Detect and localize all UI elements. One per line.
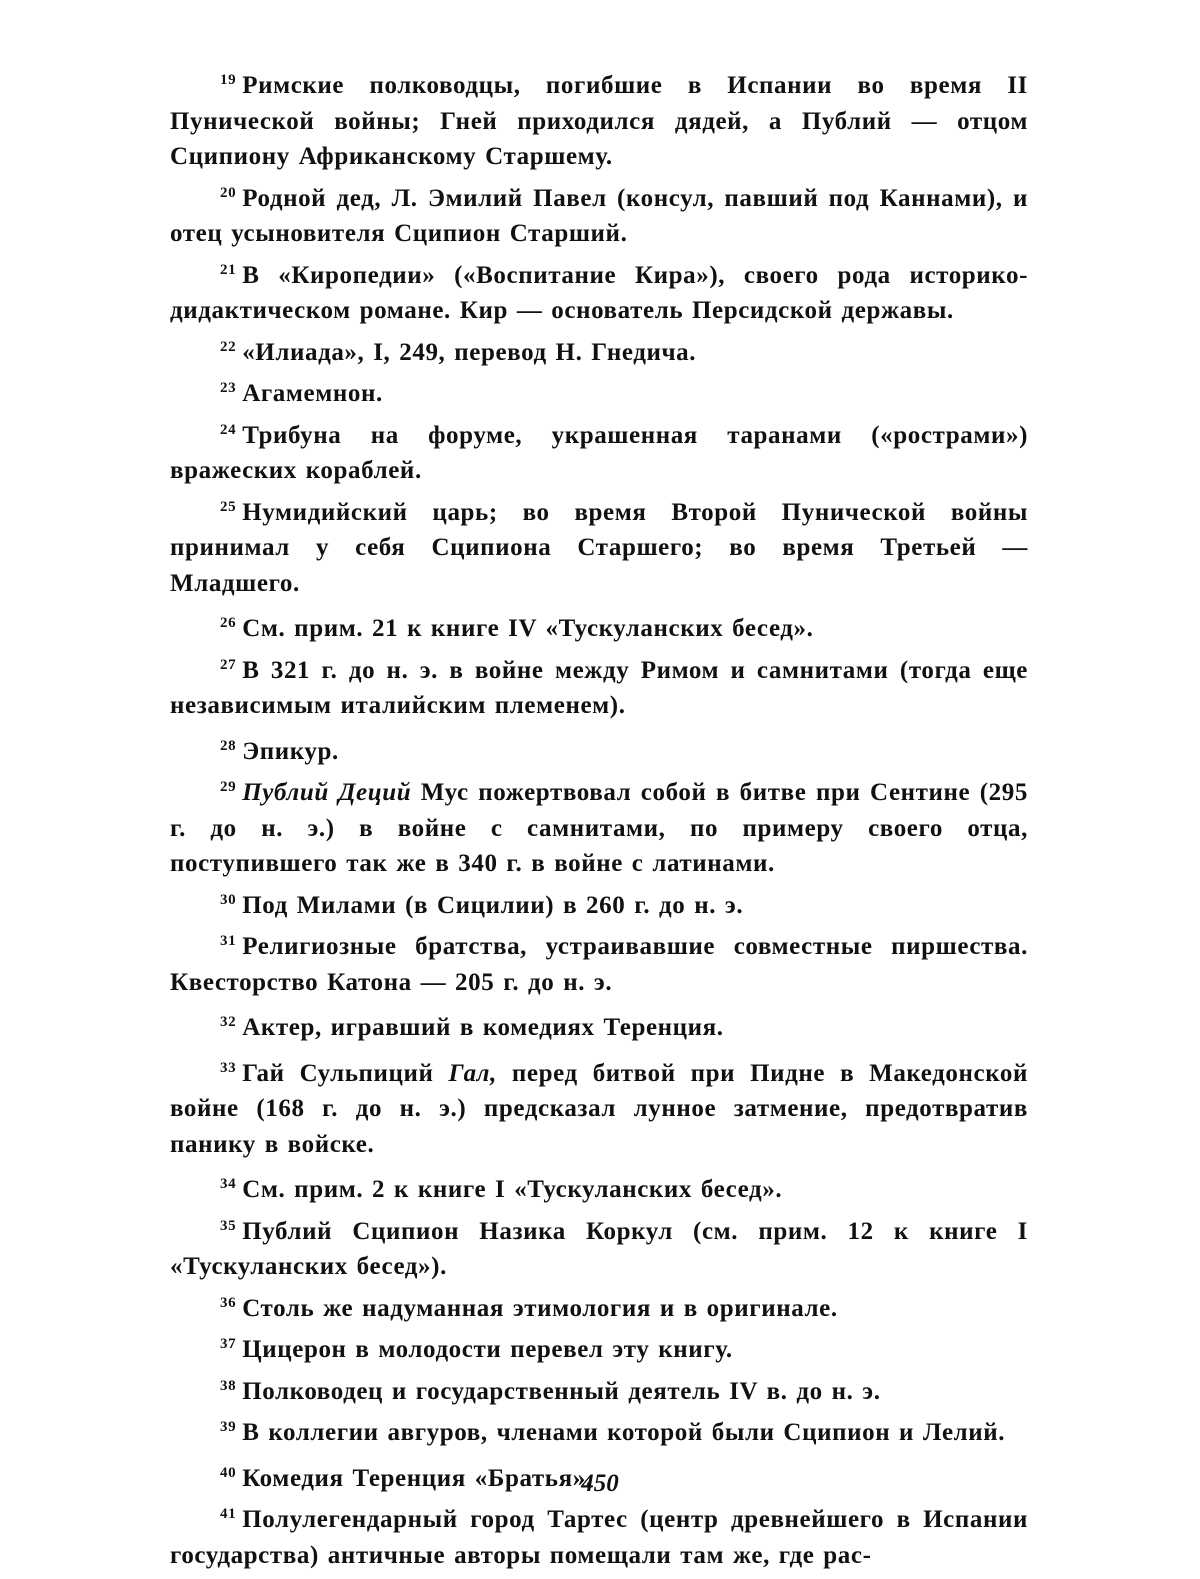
footnote-text: В коллегии авгуров, членами которой были Сципион и Лелий. bbox=[242, 1419, 1006, 1446]
footnote-31 bbox=[170, 929, 1028, 1000]
footnote-24 bbox=[170, 418, 1028, 489]
footnote-text: Мус пожертвовал собой в битве при Сентине (295 г. до н. э.) в войне с самнитами, по примеру своего отца, поступившего так же в 340 г. в войне с латинами. bbox=[170, 779, 1028, 877]
footnote-text: перед битвой при Пидне в Македонской войне (168 г. до н. э.) предсказал лунное затмение, предотвратив панику в войске. bbox=[170, 1059, 1028, 1158]
footnote-number: 34 bbox=[220, 1176, 237, 1192]
footnote-text: См. прим. 2 к книге I «Тускуланских бесед». bbox=[242, 1176, 783, 1203]
footnote-32 bbox=[170, 1010, 1028, 1046]
footnote-text: Столь же надуманная этимология и в оригинале. bbox=[242, 1294, 838, 1322]
footnote-36 bbox=[170, 1291, 1028, 1327]
footnote-text: Родной дед, Л. Эмилий Павел (консул, павший под Каннами), и отец усыновителя Сципион Старший. bbox=[170, 184, 1028, 247]
footnote-text: Агамемнон. bbox=[242, 380, 383, 407]
footnote-text: В 321 г. до н. э. в войне между Римом и самнитами (тогда еще независимым италийским племенем). bbox=[170, 656, 1028, 719]
footnote-number: 25 bbox=[220, 498, 237, 515]
footnote-number: 20 bbox=[220, 184, 237, 201]
footnote-26 bbox=[170, 611, 1028, 647]
footnotes-block bbox=[170, 68, 1028, 1579]
footnote-number: 21 bbox=[220, 261, 237, 278]
footnote-number: 41 bbox=[220, 1506, 237, 1522]
page-number: 450 bbox=[581, 1470, 619, 1497]
footnote-text: Под Милами (в Сицилии) в 260 г. до н. э. bbox=[242, 891, 744, 919]
footnote-39 bbox=[170, 1415, 1028, 1451]
footnote-italic: Публий Деций bbox=[242, 779, 412, 806]
footnote-text: Полководец и государственный деятель IV в. до н. э. bbox=[242, 1377, 881, 1405]
footnote-text: Актер, игравший в комедиях Теренция. bbox=[242, 1014, 724, 1041]
footnote-number: 33 bbox=[220, 1059, 237, 1076]
footnote-italic: Гал, bbox=[448, 1059, 497, 1087]
footnote-27 bbox=[170, 653, 1028, 724]
footnote-number: 35 bbox=[220, 1217, 237, 1234]
footnote-text: Трибуна на форуме, украшенная таранами («рострами») вражеских кораблей. bbox=[170, 421, 1028, 484]
footnote-41 bbox=[170, 1502, 1028, 1573]
footnote-text: Римские полководцы, погибшие в Испании во время II Пунической войны; Гней приходился дядей, а Публий — отцом Сципиону Африканскому Старшему. bbox=[170, 72, 1028, 170]
footnote-21 bbox=[170, 258, 1028, 329]
footnote-number: 23 bbox=[220, 380, 237, 396]
footnote-number: 19 bbox=[220, 72, 237, 88]
footnote-35 bbox=[170, 1214, 1028, 1285]
footnote-text: Нумидийский царь; во время Второй Пунической войны принимал у себя Сципиона Старшего; во время Третьей — Младшего. bbox=[170, 498, 1028, 597]
footnote-number: 31 bbox=[220, 933, 237, 949]
footnote-number: 22 bbox=[220, 338, 237, 355]
footnote-text: Полулегендарный город Тартес (центр древнейшего в Испании государства) античные авторы помещали там же, где рас- bbox=[170, 1506, 1028, 1569]
footnote-text: См. прим. 21 к книге IV «Тускуланских бесед». bbox=[242, 615, 814, 642]
footnote-text: Религиозные братства, устраивавшие совместные пиршества. Квесторство Катона — 205 г. до н. э. bbox=[170, 933, 1028, 996]
footnote-22 bbox=[170, 335, 1028, 371]
footnote-number: 39 bbox=[220, 1419, 237, 1435]
footnote-text: Цицерон в молодости перевел эту книгу. bbox=[242, 1336, 733, 1363]
footnote-text: Публий Сципион Назика Коркул (см. прим. 12 к книге I «Тускуланских бесед»). bbox=[170, 1217, 1028, 1280]
footnote-number: 37 bbox=[220, 1336, 237, 1352]
footnote-19 bbox=[170, 68, 1028, 175]
footnote-number: 30 bbox=[220, 891, 237, 908]
footnote-25 bbox=[170, 495, 1028, 602]
footnote-text-pre: Гай Сульпиций bbox=[242, 1059, 449, 1087]
footnote-23 bbox=[170, 376, 1028, 412]
footnote-text: «Илиада», I, 249, перевод Н. Гнедича. bbox=[242, 338, 697, 366]
footnote-number: 32 bbox=[220, 1014, 237, 1030]
footnote-text: Комедия Теренция «Братья». bbox=[242, 1464, 593, 1492]
footnote-number: 38 bbox=[220, 1377, 237, 1394]
footnote-text: Эпикур. bbox=[242, 737, 339, 765]
footnote-number: 24 bbox=[220, 421, 237, 438]
footnote-29 bbox=[170, 775, 1028, 882]
footnote-37 bbox=[170, 1332, 1028, 1368]
footnote-33 bbox=[170, 1056, 1028, 1163]
footnote-number: 26 bbox=[220, 615, 237, 631]
footnote-number: 36 bbox=[220, 1294, 237, 1311]
footnote-20 bbox=[170, 181, 1028, 252]
footnote-number: 27 bbox=[220, 656, 237, 673]
footnote-text: В «Киропедии» («Воспитание Кира»), своего рода историко-дидактическом романе. Кир — основатель Персидской державы. bbox=[170, 261, 1028, 324]
footnote-28 bbox=[170, 734, 1028, 770]
footnote-number: 40 bbox=[220, 1464, 237, 1481]
footnote-34 bbox=[170, 1172, 1028, 1208]
footnote-number: 28 bbox=[220, 737, 237, 754]
footnote-38 bbox=[170, 1374, 1028, 1410]
footnote-number: 29 bbox=[220, 779, 237, 795]
footnote-30 bbox=[170, 888, 1028, 924]
